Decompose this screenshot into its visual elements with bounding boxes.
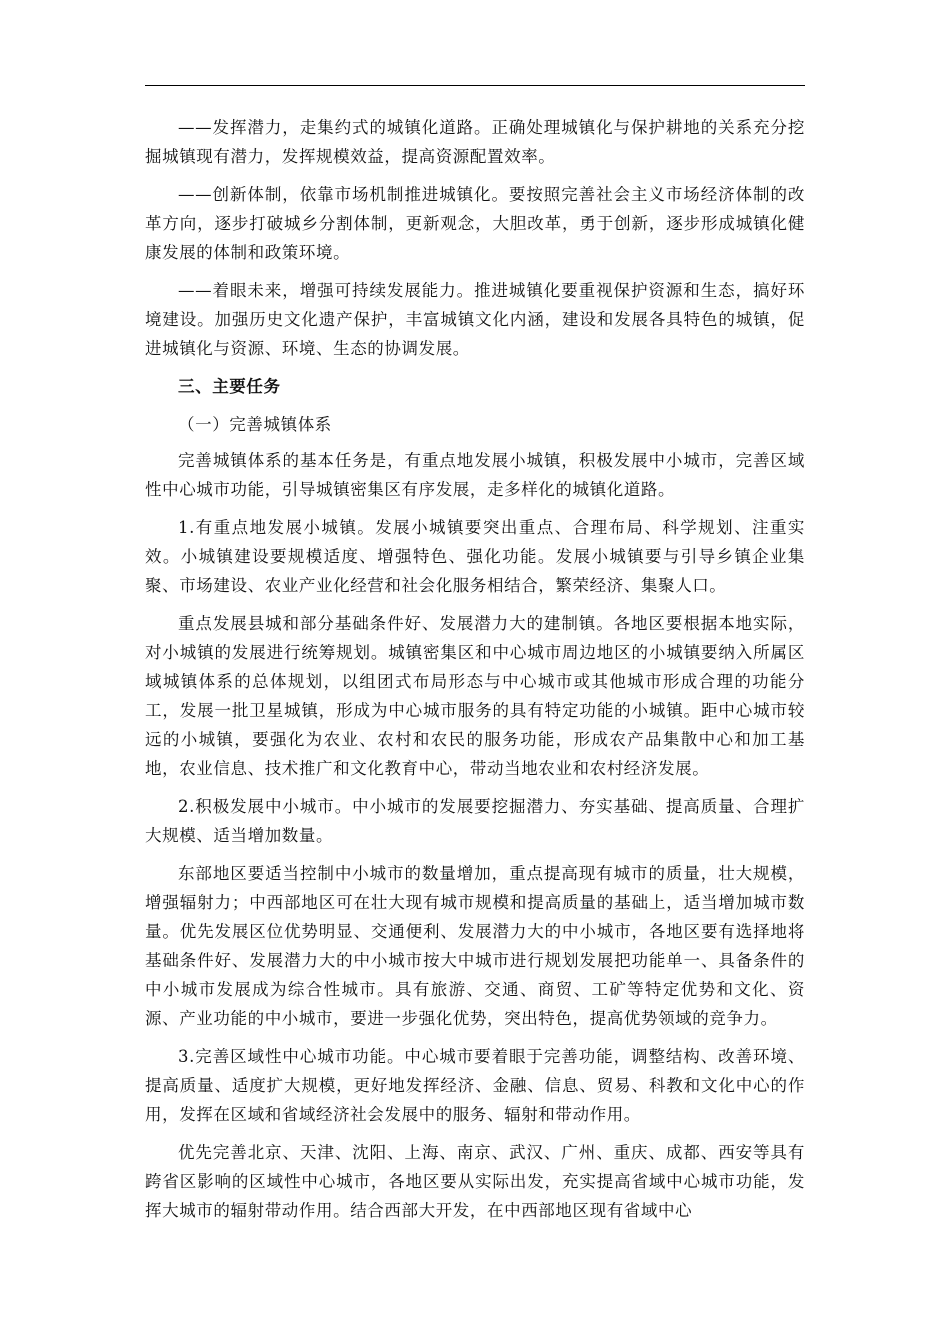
paragraph-central-cities: 3.完善区域性中心城市功能。中心城市要着眼于完善功能，调整结构、改善环境、提高质量、适度扩大规模，更好地发挥经济、金融、信息、贸易、科教和文化中心的作用，发挥在区域和省域经济社会发展中的服务、辐射和带动作用。 [145,1047,805,1124]
section-heading: 三、主要任务 [178,377,281,396]
paragraph-basic-task: 完善城镇体系的基本任务是，有重点地发展小城镇，积极发展中小城市，完善区域性中心城市功能，引导城镇密集区有序发展，走多样化的城镇化道路。 [145,451,805,499]
paragraph-principle-sustainability: ——着眼未来，增强可持续发展能力。推进城镇化要重视保护资源和生态，搞好环境建设。加强历史文化遗产保护，丰富城镇文化内涵，建设和发展各具特色的城镇，促进城镇化与资源、环境、生态的协调发展。 [145,281,805,358]
header-rule [145,85,805,86]
document-body [145,113,805,1234]
paragraph-priority-cities: 优先完善北京、天津、沈阳、上海、南京、武汉、广州、重庆、成都、西安等具有跨省区影响的区域性中心城市，各地区要从实际出发，充实提高省域中心城市功能，发挥大城市的辐射带动作用。结合西部大开发，在中西部地区现有省域中心 [145,1143,805,1220]
paragraph-small-medium-cities: 2.积极发展中小城市。中小城市的发展要挖掘潜力、夯实基础、提高质量、合理扩大规模、适当增加数量。 [145,797,805,845]
paragraph-small-towns: 1.有重点地发展小城镇。发展小城镇要突出重点、合理布局、科学规划、注重实效。小城镇建设要规模适度、增强特色、强化功能。发展小城镇要与引导乡镇企业集聚、市场建设、农业产业化经营和社会化服务相结合，繁荣经济、集聚人口。 [145,518,805,595]
subsection-heading: （一）完善城镇体系 [178,415,332,434]
paragraph-east-west: 东部地区要适当控制中小城市的数量增加，重点提高现有城市的质量，壮大规模，增强辐射力；中西部地区可在壮大现有城市规模和提高质量的基础上，适当增加城市数量。优先发展区位优势明显、交通便利、发展潜力大的中小城市，各地区要有选择地将基础条件好、发展潜力大的中小城市按大中城市进行规划发展把功能单一、具备条件的中小城市发展成为综合性城市。具有旅游、交通、商贸、工矿等特定优势和文化、资源、产业功能的中小城市，要进一步强化优势，突出特色，提高优势领域的竞争力。 [145,864,805,1028]
paragraph-county-towns: 重点发展县城和部分基础条件好、发展潜力大的建制镇。各地区要根据本地实际，对小城镇的发展进行统筹规划。城镇密集区和中心城市周边地区的小城镇要纳入所属区域城镇体系的总体规划，以组团式布局形态与中心城市或其他城市形成合理的功能分工，发展一批卫星城镇，形成为中心城市服务的具有特定功能的小城镇。距中心城市较远的小城镇，要强化为农业、农村和农民的服务功能，形成农产品集散中心和加工基地，农业信息、技术推广和文化教育中心，带动当地农业和农村经济发展。 [145,614,805,778]
paragraph-principle-potential: ——发挥潜力，走集约式的城镇化道路。正确处理城镇化与保护耕地的关系充分挖掘城镇现有潜力，发挥规模效益，提高资源配置效率。 [145,118,805,166]
paragraph-principle-innovation: ——创新体制，依靠市场机制推进城镇化。要按照完善社会主义市场经济体制的改革方向，逐步打破城乡分割体制，更新观念，大胆改革，勇于创新，逐步形成城镇化健康发展的体制和政策环境。 [145,185,805,262]
